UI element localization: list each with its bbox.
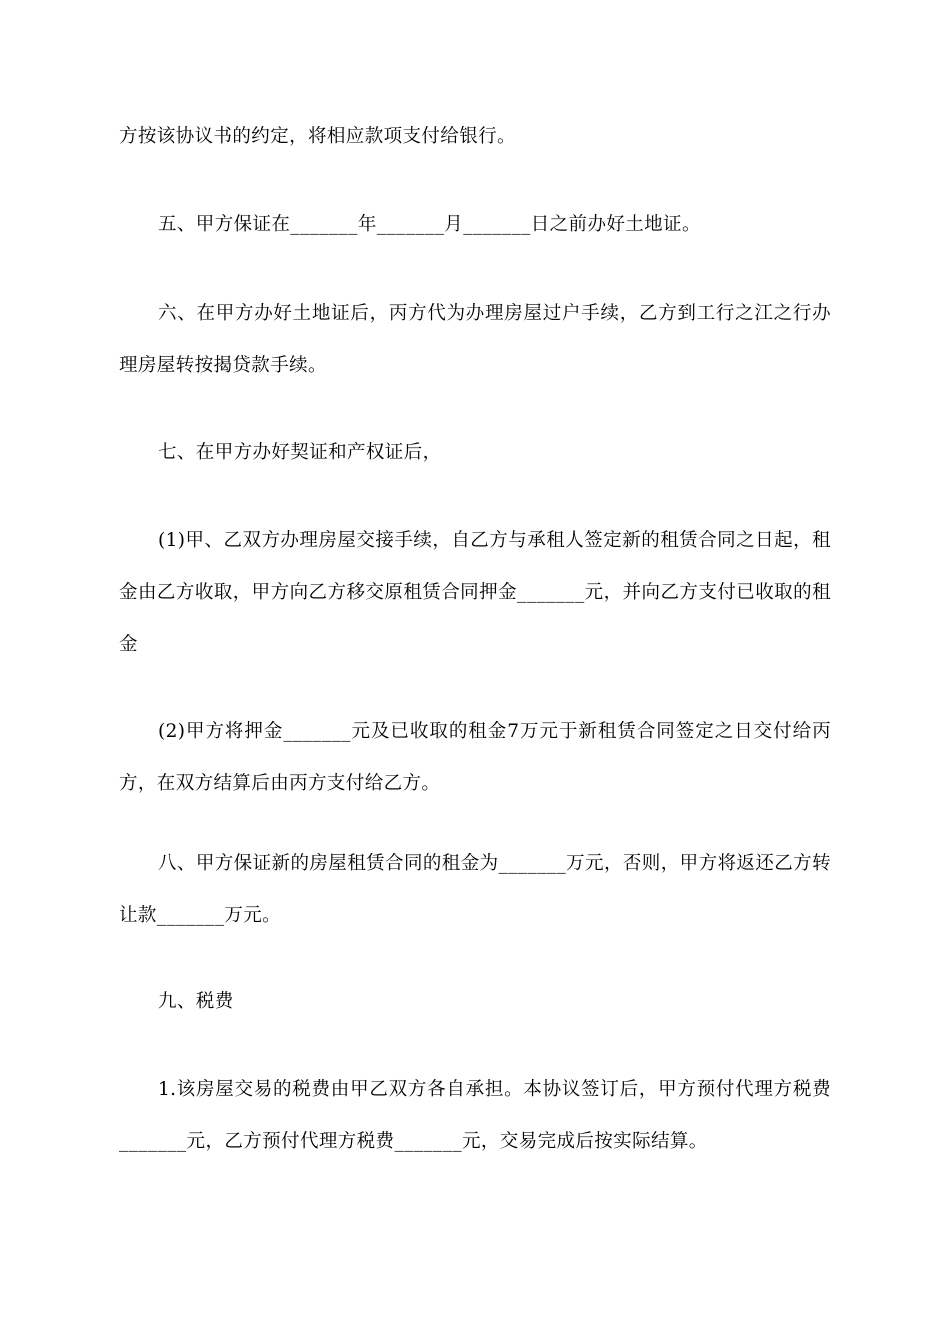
paragraph-clause-7: 七、在甲方办好契证和产权证后， bbox=[158, 442, 442, 463]
paragraph-clause-9-heading: 九、税费 bbox=[158, 991, 234, 1012]
paragraph-payment-to-bank: 方按该协议书的约定，将相应款项支付给银行。 bbox=[119, 126, 516, 147]
paragraph-clause-7-item-2: (2)甲方将押金_______元及已收取的租金7万元于新租赁合同签定之日交付给丙方，在双方结算后由丙方支付给乙方。 bbox=[119, 721, 831, 794]
paragraph-clause-8: 八、甲方保证新的房屋租赁合同的租金为_______万元，否则，甲方将返还乙方转让款_______万元。 bbox=[119, 853, 831, 926]
paragraph-clause-7-item-1: (1)甲、乙双方办理房屋交接手续，自乙方与承租人签定新的租赁合同之日起，租金由乙方收取，甲方向乙方移交原租赁合同押金_______元，并向乙方支付已收取的租金 bbox=[119, 530, 831, 655]
paragraph-clause-5: 五、甲方保证在_______年_______月_______日之前办好土地证。 bbox=[158, 214, 701, 235]
paragraph-clause-6: 六、在甲方办好土地证后，丙方代为办理房屋过户手续，乙方到工行之江之行办理房屋转按揭贷款手续。 bbox=[119, 303, 831, 376]
paragraph-clause-9-item-1: 1.该房屋交易的税费由甲乙双方各自承担。本协议签订后，甲方预付代理方税费_______元，乙方预付代理方税费_______元，交易完成后按实际结算。 bbox=[119, 1079, 831, 1152]
